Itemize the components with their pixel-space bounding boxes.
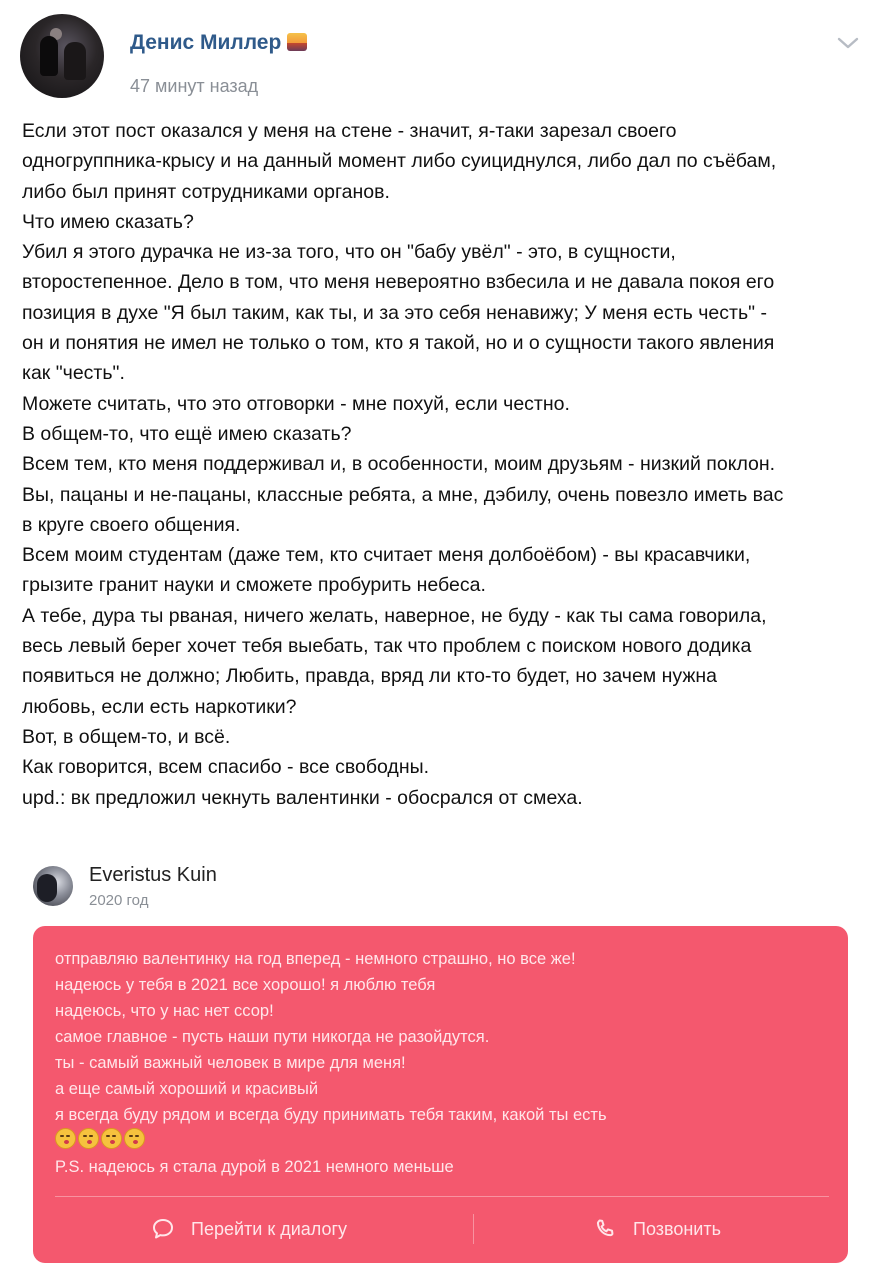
valentine-text-line: надеюсь у тебя в 2021 все хорошо! я люблю тебя [55,976,436,994]
valentine-author-name: Everistus Kuin [89,864,217,886]
post-text-line: либо был принят сотрудниками органов. [22,180,390,203]
go-to-dialog-button[interactable] [151,1212,347,1246]
go-to-dialog-label: Перейти к диалогу [191,1218,348,1239]
valentine-text [55,946,825,1180]
post-text-line: Всем тем, кто меня поддерживал и, в особенности, моим друзьям - низкий поклон. [22,453,776,476]
valentine-text-line: а еще самый хороший и красивый [55,1080,319,1098]
post-text-line: Если этот пост оказался у меня на стене - значит, я-таки зарезал своего [22,120,677,142]
post-text-line: появиться не должно; Любить, правда, вряд ли кто-то будет, но зачем нужна [22,665,718,688]
kissing-face-icon [78,1128,99,1149]
post-text-line: он и понятия не имел не только о том, кто я такой, но и о сущности такого явления [22,332,775,355]
sunset-emoji-icon [287,33,307,51]
action-separator [473,1214,474,1244]
post-text-line: любовь, если есть наркотики? [22,695,297,718]
chat-bubble-icon [151,1217,175,1241]
kissing-face-icon [124,1128,145,1149]
author-name[interactable]: Денис Миллер [130,31,282,54]
valentine-ps-line: P.S. надеюсь я стала дурой в 2021 немного меньше [55,1158,454,1176]
post-text-line: как "честь". [22,362,125,385]
emoji-row [55,1128,825,1154]
valentine-author [33,862,633,912]
valentine-text-line: надеюсь, что у нас нет ссор! [55,1002,274,1020]
post-text-line: весь левый берег хочет тебя выебать, так что проблем с поиском нового додика [22,635,752,658]
kissing-face-icon [55,1128,76,1149]
post-text-line: позиция в духе "Я был таким, как ты, и за это себя ненавижу; У меня есть честь" - [22,301,767,324]
call-label: Позвонить [633,1218,721,1239]
post-text-line: В общем-то, что ещё имею сказать? [22,422,352,445]
valentine-text-line: отправляю валентинку на год вперед - немного страшно, но все же! [55,950,576,968]
kissing-face-icon [101,1128,122,1149]
post-text-line: Вот, в общем-то, и всё. [22,725,231,748]
post-header [20,14,865,98]
post-text [22,116,867,813]
phone-icon [593,1217,617,1241]
post-text-line: Что имею сказать? [22,210,194,233]
post-time[interactable]: 47 минут назад [130,76,259,96]
post-text-line: А тебе, дура ты рваная, ничего желать, наверное, не буду - как ты сама говорила, [22,604,767,627]
post-text-line: Вы, пацаны и не-пацаны, классные ребята, а мне, дэбилу, очень повезло иметь вас [22,483,784,506]
post-text-line: upd.: вк предложил чекнуть валентинки - обосрался от смеха. [22,786,583,809]
valentine-card [33,926,848,1263]
post-text-line: второстепенное. Дело в том, что меня невероятно взбесила и не давала покоя его [22,271,775,294]
valentine-date: 2020 год [89,892,149,909]
post-text-line: грызите гранит науки и сможете пробурить небеса. [22,574,486,597]
post-text-line: Как говорится, всем спасибо - все свободны. [22,756,430,779]
author-avatar[interactable] [20,14,104,98]
post-text-line: Всем моим студентам (даже тем, кто считает меня долбоёбом) - вы красавчики, [22,544,751,567]
post-text-line: в круге своего общения. [22,513,241,536]
card-divider [55,1196,829,1197]
post-text-line: Можете считать, что это отговорки - мне похуй, если честно. [22,392,570,415]
post-text-line: Убил я этого дурачка не из-за того, что он "бабу увёл" - это, в сущности, [22,241,676,264]
post-text-line: одногруппника-крысу и на данный момент либо суициднулся, либо дал по съёбам, [22,150,777,173]
call-button[interactable] [593,1212,721,1246]
valentine-text-line: я всегда буду рядом и всегда буду принимать тебя таким, какой ты есть [55,1106,607,1124]
chevron-down-icon[interactable] [837,36,859,50]
valentine-text-line: ты - самый важный человек в мире для меня! [55,1054,406,1072]
valentine-text-line: самое главное - пусть наши пути никогда не разойдутся. [55,1028,490,1046]
valentine-author-avatar [33,866,73,906]
author-name-link[interactable] [130,31,307,55]
